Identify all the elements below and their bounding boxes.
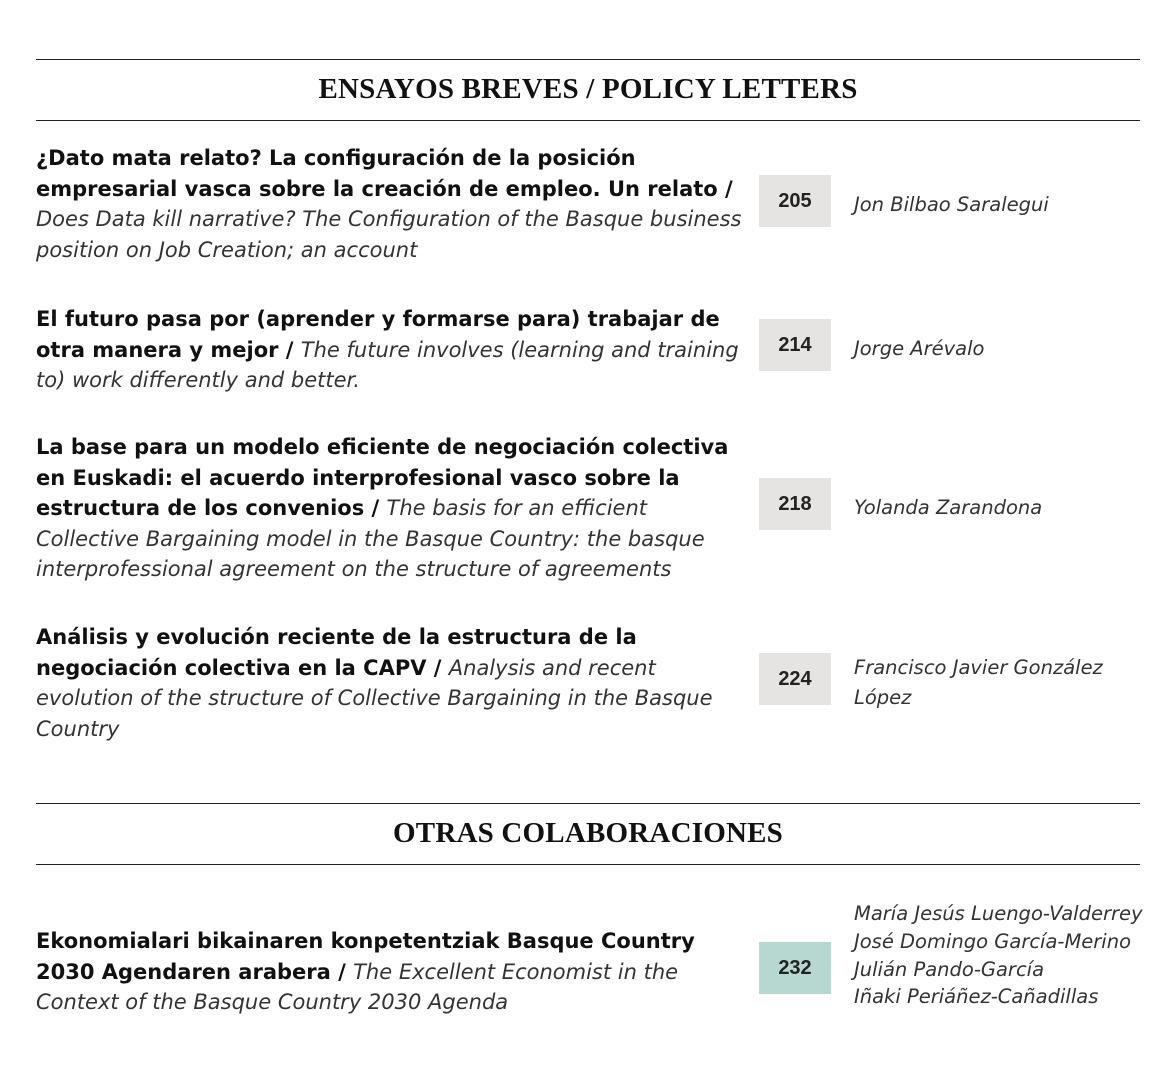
title-english: The future involves (learning and training to) work differently and better.: [36, 337, 739, 392]
authors: [854, 900, 1154, 1011]
entry-title: [36, 926, 748, 1018]
authors: [854, 493, 1144, 523]
title-spanish: ¿Dato mata relato? La configuración de la posición empresarial vasca sobre la creación de empleo. Un relato: [36, 146, 718, 201]
page-number[interactable]: 218: [759, 478, 831, 530]
title-separator: /: [330, 959, 354, 984]
title-spanish: Ekonomialari bikainaren konpetentziak Basque Country 2030 Agendaren arabera: [36, 929, 695, 984]
title-separator: /: [717, 176, 733, 201]
page-number[interactable]: 224: [759, 653, 831, 705]
title-spanish: Análisis y evolución reciente de la estructura de la negociación colectiva en la CAPV: [36, 625, 637, 680]
author-name: José Domingo García-Merino: [854, 929, 1132, 953]
section-title-otras-colaboraciones: OTRAS COLABORACIONES: [393, 817, 783, 849]
entry-title: [36, 304, 748, 396]
author-name: Yolanda Zarandona: [854, 496, 1043, 519]
title-spanish: La base para un modelo eficiente de negociación colectiva en Euskadi: el acuerdo interprofesional vasco sobre la estructura de los convenios: [36, 435, 729, 520]
title-english: Analysis and recent evolution of the structure of Collective Bargaining in the Basque Country: [36, 655, 713, 741]
authors: [854, 190, 1144, 220]
author-name: Julián Pando-García: [854, 957, 1045, 981]
entry-title: [36, 622, 748, 744]
section-top-rule: [36, 803, 1140, 804]
page-number[interactable]: 205: [759, 175, 831, 227]
author-name: Jon Bilbao Saralegui: [854, 193, 1049, 216]
section-bottom-rule: [36, 864, 1140, 865]
author-name: María Jesús Luengo-Valderrey: [854, 902, 1143, 925]
section-title-policy-letters: ENSAYOS BREVES / POLICY LETTERS: [318, 73, 858, 105]
title-english: Does Data kill narrative? The Configuration of the Basque business position on Job Creation; an account: [36, 207, 742, 262]
author-name: Iñaki Periáñez-Cañadillas: [854, 985, 1099, 1009]
entry-title: [36, 143, 748, 265]
title-separator: /: [278, 337, 301, 362]
page-number-highlighted[interactable]: 232: [759, 942, 831, 994]
authors: [854, 334, 1144, 364]
author-name: Francisco Javier González López: [854, 656, 1103, 709]
authors: [854, 653, 1144, 713]
title-spanish: El futuro pasa por (aprender y formarse para) trabajar de otra manera y mejor: [36, 307, 720, 362]
title-separator: /: [426, 655, 449, 680]
title-separator: /: [364, 496, 387, 520]
title-english: The basis for an efficient Collective Bargaining model in the Basque Country: the basque interprofessional agreement on the structure of agreements: [36, 496, 705, 581]
section-bottom-rule: [36, 120, 1140, 121]
author-name: Jorge Arévalo: [854, 337, 985, 360]
title-english: The Excellent Economist in the Context of the Basque Country 2030 Agenda: [36, 959, 679, 1014]
page-number[interactable]: 214: [759, 319, 831, 371]
section-top-rule: [36, 59, 1140, 60]
entry-title: [36, 432, 748, 585]
